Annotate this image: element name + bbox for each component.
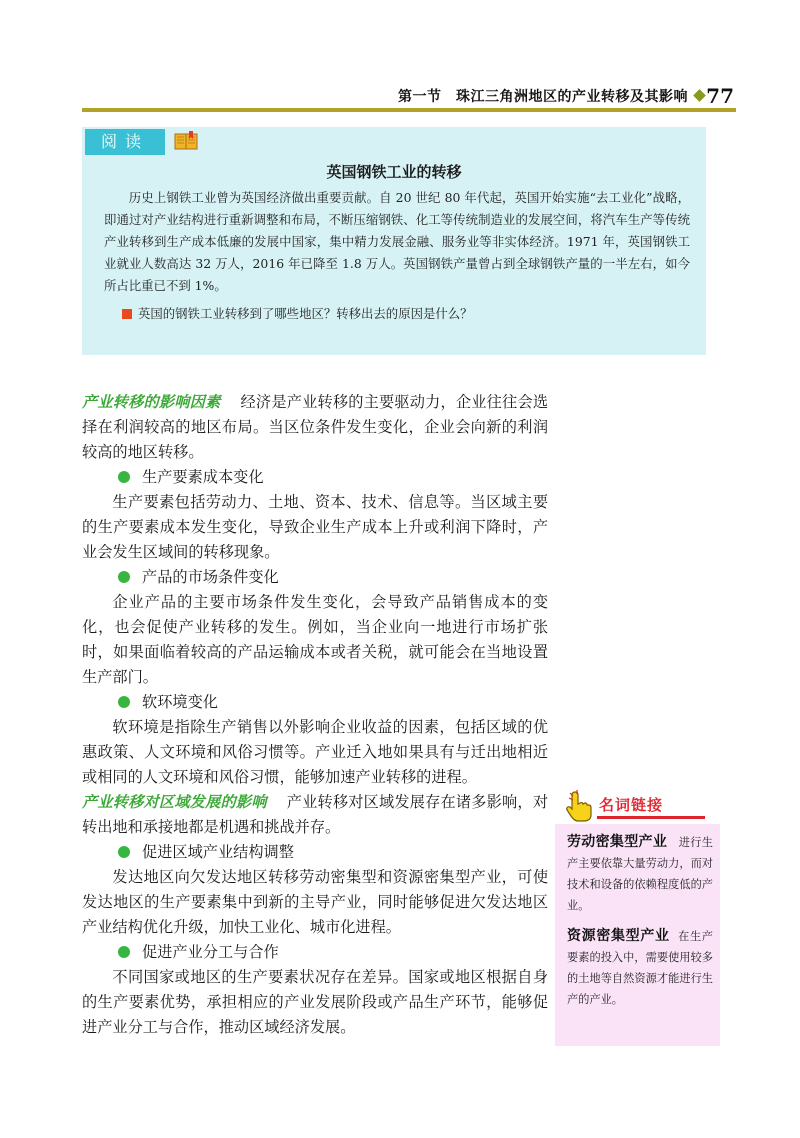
paragraph: 不同国家或地区的生产要素状况存在差异。国家或地区根据自身的生产要素优势，承担相应的产业发展阶段或产品生产环节，能够促进产业分工与合作，推动区域经济发展。 [82, 968, 548, 1036]
paragraph: 企业产品的主要市场条件发生变化，会导致产品销售成本的变化，也会促使产业转移的发生。例如，当企业向一地进行市场扩张时，如果面临着较高的产品运输成本或者关税，就可能会在当地设置生产部门。 [82, 593, 548, 686]
bullet-item: 生产要素成本变化 [82, 465, 548, 490]
section1-paragraph [82, 390, 548, 465]
term-definition: 进行生产主要依靠大量劳动力，而对技术和设备的依赖程度低的产业。 [567, 836, 713, 912]
bullet-item: 促进产业分工与合作 [82, 940, 548, 965]
term-header [555, 790, 720, 824]
red-square-icon [122, 309, 132, 319]
term-link-panel [555, 790, 720, 1006]
main-text [82, 390, 548, 1040]
section2-title: 产业转移对区域发展的影响 [82, 793, 267, 811]
reading-box [82, 127, 706, 355]
reading-tag: 阅读 [85, 129, 165, 155]
bullet-item: 促进区域产业结构调整 [82, 840, 548, 865]
green-dot-icon [118, 571, 130, 583]
term-box [555, 824, 720, 1046]
green-dot-icon [118, 946, 130, 958]
pointing-hand-icon [565, 790, 593, 822]
diamond-icon [693, 89, 706, 102]
page-number: 77 [706, 84, 734, 108]
bullet-item: 软环境变化 [82, 690, 548, 715]
term-entry [567, 832, 713, 916]
paragraph: 软环境是指除生产销售以外影响企业收益的因素，包括区域的优惠政策、人文环境和风俗习惯等。产业迁入地如果具有与迁出地相近或相同的人文环境和风俗习惯，能够加速产业转移的进程。 [82, 718, 548, 786]
chapter-title: 第一节 珠江三角洲地区的产业转移及其影响 [398, 89, 688, 105]
term-name: 资源密集型产业 [567, 928, 670, 944]
term-heading-underline [597, 816, 705, 819]
green-dot-icon [118, 696, 130, 708]
section1-title: 产业转移的影响因素 [82, 393, 221, 411]
reading-body: 历史上钢铁工业曾为英国经济做出重要贡献。自 20 世纪 80 年代起，英国开始实施“去工业化”战略，即通过对产业结构进行重新调整和布局，不断压缩钢铁、化工等传统制造业的发展空间，将汽车生产等传统产业转移到生产成本低廉的发展中国家，集中精力发展金融、服务业等非实体经济。1971 年，英国钢铁工业就业人数高达 32 万人，2016 年已降至 1.8 万人。英国钢铁产量曾占到全球钢铁产量的一半左右，如今所占比重已不到 1%。 [104, 190, 690, 293]
book-icon [174, 131, 198, 151]
green-dot-icon [118, 846, 130, 858]
term-name: 劳动密集型产业 [567, 834, 668, 850]
paragraph: 生产要素包括劳动力、土地、资本、技术、信息等。当区域主要的生产要素成本发生变化，导致企业生产成本上升或利润下降时，产业会发生区域间的转移现象。 [82, 493, 548, 561]
reading-question [122, 303, 682, 325]
page-header [0, 82, 800, 112]
reading-title: 英国钢铁工业的转移 [326, 163, 462, 181]
term-definition: 在生产要素的投入中，需要使用较多的土地等自然资源才能进行生产的产业。 [567, 930, 713, 1006]
green-dot-icon [118, 471, 130, 483]
bullet-item: 产品的市场条件变化 [82, 565, 548, 590]
term-entry [567, 926, 713, 1010]
paragraph: 发达地区向欠发达地区转移劳动密集型和资源密集型产业，可使发达地区的生产要素集中到新的主导产业，同时能够促进欠发达地区产业结构优化升级，加快工业化、城市化进程。 [82, 868, 548, 936]
section2-intro: 产业转移对区域发展存在诸多影响，对转出地和承接地都是机遇和挑战并存。 [82, 793, 548, 836]
section2-paragraph [82, 790, 548, 840]
header-rule [82, 108, 736, 112]
question-text: 英国的钢铁工业转移到了哪些地区？转移出去的原因是什么？ [138, 306, 473, 321]
term-heading: 名词链接 [599, 796, 664, 814]
section1-intro: 经济是产业转移的主要驱动力，企业往往会选择在利润较高的地区布局。当区位条件发生变化，企业会向新的利润较高的地区转移。 [82, 393, 549, 461]
